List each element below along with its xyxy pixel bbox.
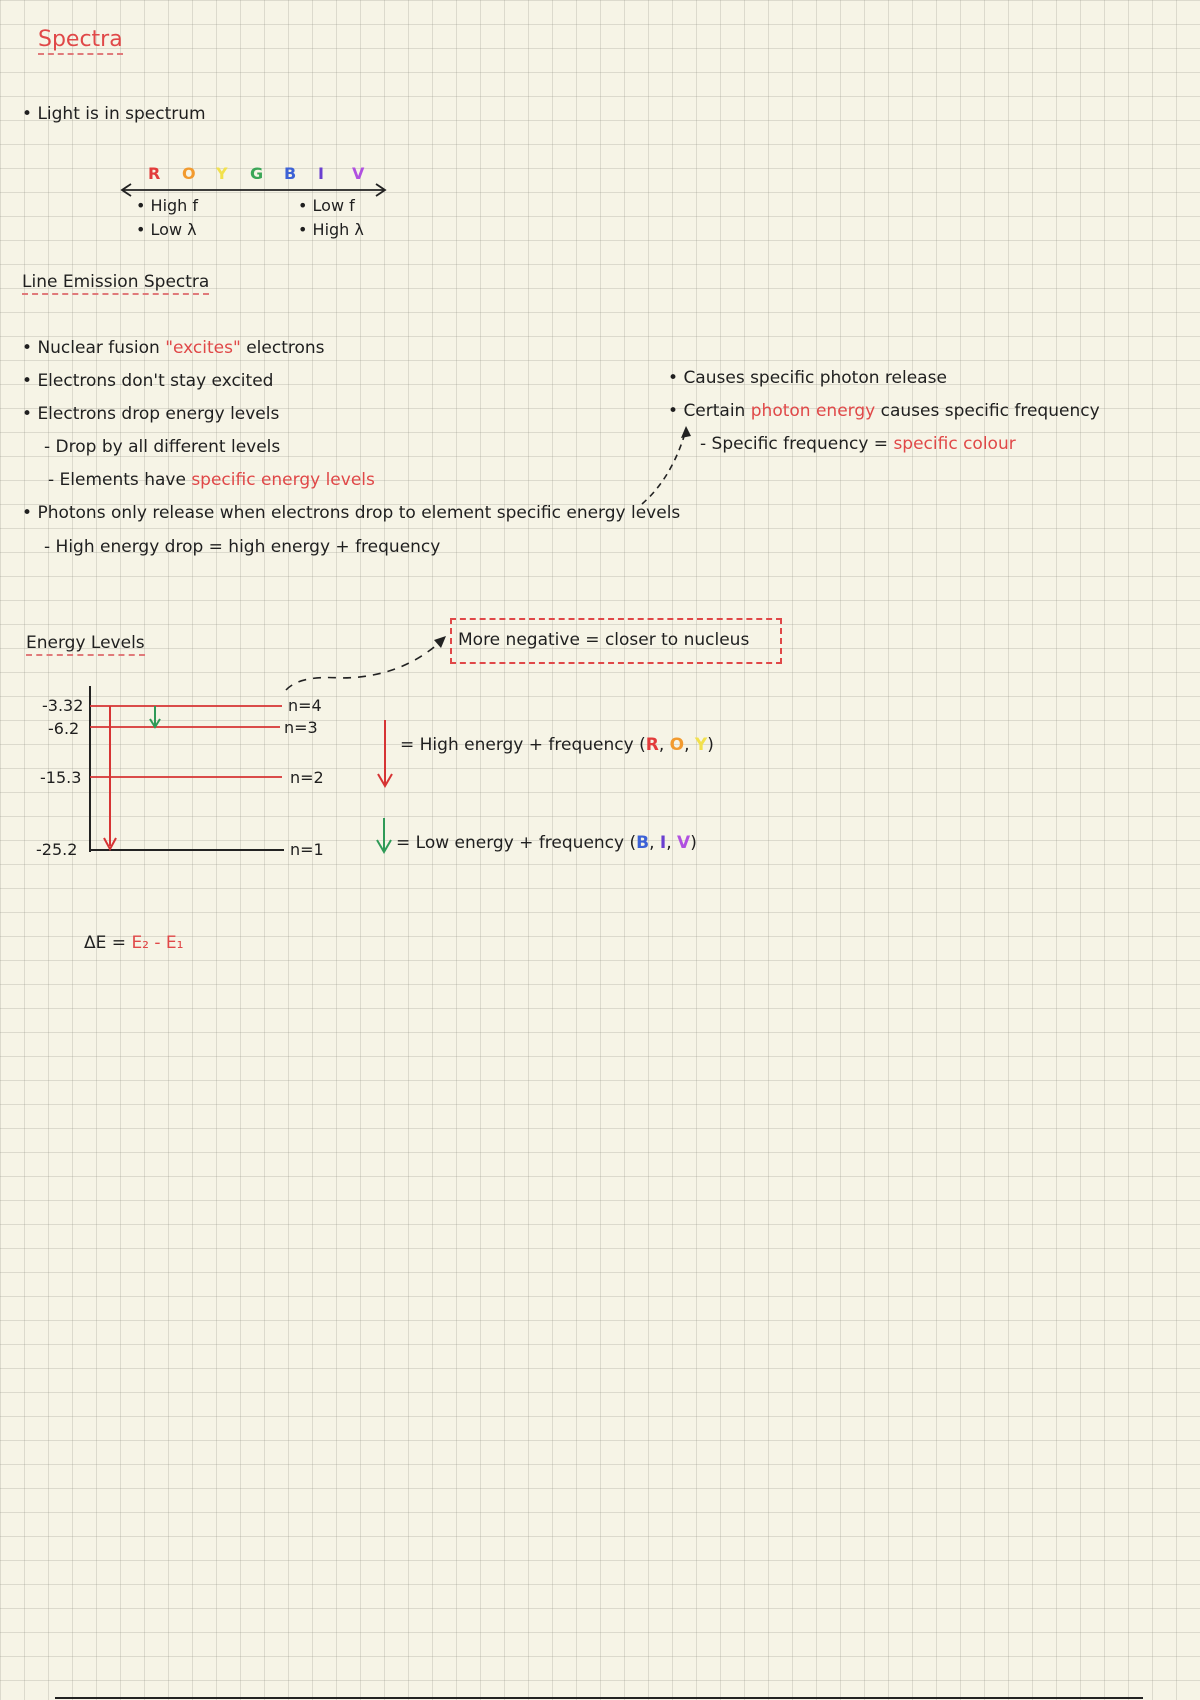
legend-low-energy: = Low energy + frequency (B, I, V) <box>396 833 697 853</box>
spectrum-letter-b: B <box>284 164 297 183</box>
low-colour-letters: B, I, V <box>636 833 691 853</box>
level-label-n1: n=1 <box>290 840 324 859</box>
sub-bullet-specific-levels: - Elements have specific energy levels <box>48 470 375 490</box>
low-wavelength-label: • Low λ <box>136 220 197 239</box>
page-bottom-rule <box>55 1697 1143 1699</box>
colour-letter-r: R <box>645 735 659 755</box>
high-colour-letters: R, O, Y <box>645 735 708 755</box>
high-frequency-label: • High f <box>136 196 199 215</box>
energy-equation: ΔE = E₂ - E₁ <box>84 933 184 953</box>
bullet-drop-levels: • Electrons drop energy levels <box>22 404 280 424</box>
level-value-n2: -15.3 <box>40 768 82 787</box>
high-wavelength-label: • High λ <box>298 220 364 239</box>
bullet-photons-release: • Photons only release when electrons drop to element specific energy levels <box>22 503 681 523</box>
level-label-n2: n=2 <box>290 768 324 787</box>
intro-bullet: • Light is in spectrum <box>22 104 206 124</box>
bullet-dont-stay-excited: • Electrons don't stay excited <box>22 371 274 391</box>
dashed-arrow-to-colour <box>642 430 686 504</box>
low-frequency-label: • Low f <box>298 196 355 215</box>
level-value-n4: -3.32 <box>42 696 84 715</box>
energy-levels-heading: Energy Levels <box>26 633 145 653</box>
arrowhead-right <box>434 636 446 648</box>
colour-letter-i: I <box>659 833 667 853</box>
bullet-nuclear-fusion: • Nuclear fusion "excites" electrons <box>22 338 325 358</box>
sub-bullet-specific-colour: - Specific frequency = specific colour <box>700 434 1016 454</box>
colour-letter-b: B <box>636 833 650 853</box>
arrowhead-up <box>681 426 691 438</box>
bullet-certain-photon-energy: • Certain photon energy causes specific frequency <box>668 401 1100 421</box>
level-value-n1: -25.2 <box>36 840 78 859</box>
spectrum-letter-y: Y <box>216 164 228 183</box>
level-label-n3: n=3 <box>284 718 318 737</box>
spectrum-letter-r: R <box>148 164 161 183</box>
spectrum-letter-o: O <box>182 164 196 183</box>
colour-letter-y: Y <box>694 735 708 755</box>
spectrum-letter-i: I <box>318 164 324 183</box>
bullet-photon-release: • Causes specific photon release <box>668 368 947 388</box>
level-label-n4: n=4 <box>288 696 322 715</box>
spectrum-letter-g: G <box>250 164 264 183</box>
sub-bullet-high-energy-drop: - High energy drop = high energy + frequency <box>44 537 441 557</box>
legend-high-energy: = High energy + frequency (R, O, Y) <box>400 735 714 755</box>
colour-letter-v: V <box>677 833 691 853</box>
level-value-n3: -6.2 <box>48 719 80 738</box>
dashed-arrow-to-note <box>286 642 440 690</box>
line-emission-heading: Line Emission Spectra <box>22 272 209 292</box>
spectrum-letter-v: V <box>352 164 365 183</box>
note-box: More negative = closer to nucleus <box>450 618 782 664</box>
sub-bullet-different-levels: - Drop by all different levels <box>44 437 281 457</box>
page-title: Spectra <box>38 30 123 50</box>
colour-letter-o: O <box>669 735 685 755</box>
